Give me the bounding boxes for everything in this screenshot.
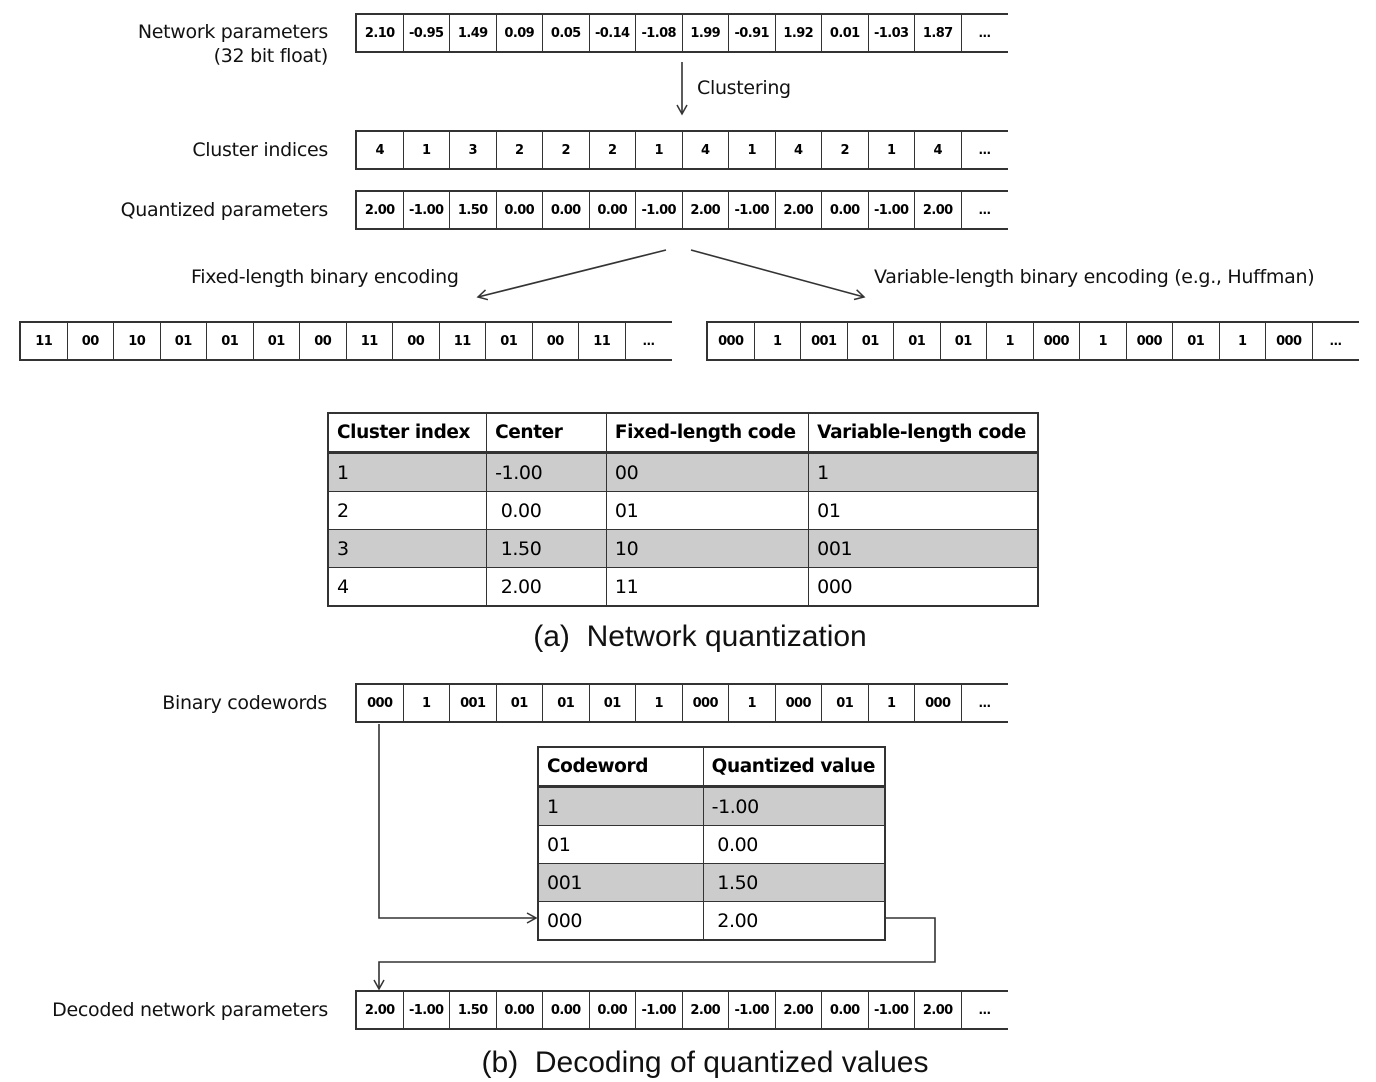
strip-cell: 0.05: [543, 15, 590, 51]
strip-cell: 1.87: [915, 15, 962, 51]
cell-quantized-value: -1.00: [703, 787, 885, 826]
table-row: [328, 530, 1038, 568]
cell-center: 2.00: [487, 568, 607, 607]
strip-cell: 000: [776, 685, 823, 721]
strip-cell: 1: [987, 323, 1034, 359]
table-row: [328, 568, 1038, 607]
clustering-label: Clustering: [697, 77, 791, 99]
codebook-table: [327, 412, 1039, 607]
cell-variable-code: 01: [809, 492, 1038, 530]
strip-cell: 2.00: [683, 192, 730, 228]
decode-table: [537, 746, 886, 941]
strip-cell: 1: [729, 132, 776, 168]
strip-cell: 00: [68, 323, 115, 359]
strip-cell: -1.00: [729, 992, 776, 1028]
table-row: [538, 826, 885, 864]
strip-cell: 001: [450, 685, 497, 721]
strip-cell: -1.00: [404, 992, 451, 1028]
quantized-parameters-strip: [355, 190, 1008, 230]
strip-cell: -1.00: [636, 192, 683, 228]
fixed-length-arrow: [478, 250, 666, 297]
strip-cell: ...: [642, 334, 655, 348]
header-codeword: Codeword: [538, 747, 703, 787]
decoded-parameters-label: Decoded network parameters: [52, 999, 328, 1021]
strip-cell: 11: [21, 323, 68, 359]
strip-cell: -1.08: [636, 15, 683, 51]
strip-cell: 2.00: [357, 992, 404, 1028]
strip-cell: 2.00: [776, 992, 823, 1028]
strip-cell: 4: [683, 132, 730, 168]
strip-cell: 00: [300, 323, 347, 359]
strip-cell: -0.95: [404, 15, 451, 51]
caption-a-text: Network quantization: [586, 620, 867, 653]
strip-cell: 1: [729, 685, 776, 721]
cluster-indices-label: Cluster indices: [192, 139, 328, 161]
cell-center: 0.00: [487, 492, 607, 530]
cell-cluster-index: 4: [328, 568, 487, 607]
cell-cluster-index: 3: [328, 530, 487, 568]
strip-cell: 1: [1080, 323, 1127, 359]
strip-cell: 11: [440, 323, 487, 359]
caption-b-tag: (b): [481, 1046, 519, 1079]
header-quantized-value: Quantized value: [703, 747, 885, 787]
strip-cell: 0.00: [822, 992, 869, 1028]
strip-cell: ...: [1329, 334, 1342, 348]
strip-cell: 1.92: [776, 15, 823, 51]
strip-cell: 01: [543, 685, 590, 721]
strip-cell: 1: [1220, 323, 1267, 359]
table-row: [328, 492, 1038, 530]
strip-cell: 01: [894, 323, 941, 359]
strip-cell: 000: [683, 685, 730, 721]
strip-cell: 0.00: [497, 192, 544, 228]
strip-cell: 01: [497, 685, 544, 721]
strip-cell: -1.00: [404, 192, 451, 228]
strip-cell: 0.00: [543, 192, 590, 228]
strip-cell: 000: [357, 685, 404, 721]
strip-cell: 01: [254, 323, 301, 359]
strip-cell: 01: [941, 323, 988, 359]
variable-length-arrow: [691, 250, 864, 297]
strip-cell: 1: [636, 685, 683, 721]
strip-cell: 1.50: [450, 192, 497, 228]
cell-variable-code: 000: [809, 568, 1038, 607]
strip-cell: -1.00: [636, 992, 683, 1028]
strip-cell: ...: [978, 1003, 991, 1017]
strip-cell: 0.00: [497, 992, 544, 1028]
strip-cell: 4: [915, 132, 962, 168]
fixed-length-encoding-label: Fixed-length binary encoding: [191, 266, 459, 288]
decode-header-row: [538, 747, 885, 787]
cell-cluster-index: 1: [328, 453, 487, 492]
strip-cell: 0.01: [822, 15, 869, 51]
header-center: Center: [487, 413, 607, 453]
strip-cell: 01: [848, 323, 895, 359]
cell-fixed-code: 01: [606, 492, 808, 530]
cluster-indices-strip: [355, 130, 1008, 170]
cell-codeword: 001: [538, 864, 703, 902]
strip-cell: 11: [579, 323, 626, 359]
cell-quantized-value: 2.00: [703, 902, 885, 941]
strip-cell: 01: [822, 685, 869, 721]
strip-cell: -1.00: [729, 192, 776, 228]
strip-cell: -1.00: [869, 992, 916, 1028]
strip-cell: 4: [357, 132, 404, 168]
variable-length-encoding-strip: [706, 321, 1359, 361]
table-row: [538, 787, 885, 826]
cell-variable-code: 001: [809, 530, 1038, 568]
cell-fixed-code: 00: [606, 453, 808, 492]
header-cluster-index: Cluster index: [328, 413, 487, 453]
caption-a: [430, 620, 970, 654]
network-parameters-label: [60, 20, 328, 68]
network-parameters-label-line1: Network parameters: [137, 21, 328, 43]
cell-center: -1.00: [487, 453, 607, 492]
strip-cell: 000: [1266, 323, 1313, 359]
strip-cell: 2.00: [915, 192, 962, 228]
strip-cell: 3: [450, 132, 497, 168]
strip-cell: 2.00: [776, 192, 823, 228]
cell-quantized-value: 0.00: [703, 826, 885, 864]
strip-cell: ...: [978, 203, 991, 217]
caption-a-tag: (a): [533, 620, 570, 653]
caption-b: [405, 1046, 1005, 1080]
strip-cell: 0.09: [497, 15, 544, 51]
strip-cell: -0.91: [729, 15, 776, 51]
strip-cell: 0.00: [822, 192, 869, 228]
codebook-header-row: [328, 413, 1038, 453]
decoded-parameters-strip: [355, 990, 1008, 1030]
strip-cell: 1: [869, 685, 916, 721]
caption-b-text: Decoding of quantized values: [534, 1046, 929, 1079]
strip-cell: 01: [590, 685, 637, 721]
strip-cell: 00: [393, 323, 440, 359]
strip-cell: 0.00: [590, 192, 637, 228]
strip-cell: 1.50: [450, 992, 497, 1028]
strip-cell: 01: [207, 323, 254, 359]
strip-cell: 1: [636, 132, 683, 168]
strip-cell: -1.00: [869, 192, 916, 228]
strip-cell: 2: [497, 132, 544, 168]
strip-cell: 1.99: [683, 15, 730, 51]
strip-cell: 1: [404, 132, 451, 168]
cell-variable-code: 1: [809, 453, 1038, 492]
strip-cell: 2: [543, 132, 590, 168]
variable-length-encoding-label: Variable-length binary encoding (e.g., Huffman): [874, 266, 1315, 288]
strip-cell: ...: [978, 696, 991, 710]
strip-cell: 0.00: [543, 992, 590, 1028]
quantized-parameters-label: Quantized parameters: [120, 199, 328, 221]
strip-cell: 00: [533, 323, 580, 359]
table-row: [538, 902, 885, 941]
cell-fixed-code: 11: [606, 568, 808, 607]
strip-cell: ...: [978, 143, 991, 157]
network-parameters-strip: [355, 13, 1008, 53]
strip-cell: 1: [755, 323, 802, 359]
cell-cluster-index: 2: [328, 492, 487, 530]
binary-codewords-label: Binary codewords: [162, 692, 327, 714]
strip-cell: 11: [347, 323, 394, 359]
cell-codeword: 1: [538, 787, 703, 826]
strip-cell: 2.10: [357, 15, 404, 51]
table-row: [538, 864, 885, 902]
strip-cell: 1: [869, 132, 916, 168]
strip-cell: -0.14: [590, 15, 637, 51]
strip-cell: 000: [708, 323, 755, 359]
strip-cell: -1.03: [869, 15, 916, 51]
table-row: [328, 453, 1038, 492]
strip-cell: 001: [801, 323, 848, 359]
strip-cell: 2.00: [357, 192, 404, 228]
strip-cell: 2.00: [683, 992, 730, 1028]
strip-cell: 000: [915, 685, 962, 721]
strip-cell: 01: [486, 323, 533, 359]
header-variable-length-code: Variable-length code: [809, 413, 1038, 453]
strip-cell: 2: [822, 132, 869, 168]
cell-codeword: 000: [538, 902, 703, 941]
strip-cell: 01: [1173, 323, 1220, 359]
network-parameters-label-line2: (32 bit float): [213, 45, 328, 67]
cell-center: 1.50: [487, 530, 607, 568]
cell-codeword: 01: [538, 826, 703, 864]
strip-cell: 1: [404, 685, 451, 721]
header-fixed-length-code: Fixed-length code: [606, 413, 808, 453]
strip-cell: 1.49: [450, 15, 497, 51]
cell-fixed-code: 10: [606, 530, 808, 568]
strip-cell: 4: [776, 132, 823, 168]
strip-cell: 2: [590, 132, 637, 168]
strip-cell: 01: [161, 323, 208, 359]
strip-cell: 0.00: [590, 992, 637, 1028]
strip-cell: 2.00: [915, 992, 962, 1028]
fixed-length-encoding-strip: [19, 321, 672, 361]
strip-cell: ...: [978, 26, 991, 40]
cell-quantized-value: 1.50: [703, 864, 885, 902]
strip-cell: 10: [114, 323, 161, 359]
strip-cell: 000: [1034, 323, 1081, 359]
lookup-arrow: [379, 724, 536, 918]
strip-cell: 000: [1127, 323, 1174, 359]
binary-codewords-strip: [355, 683, 1008, 723]
